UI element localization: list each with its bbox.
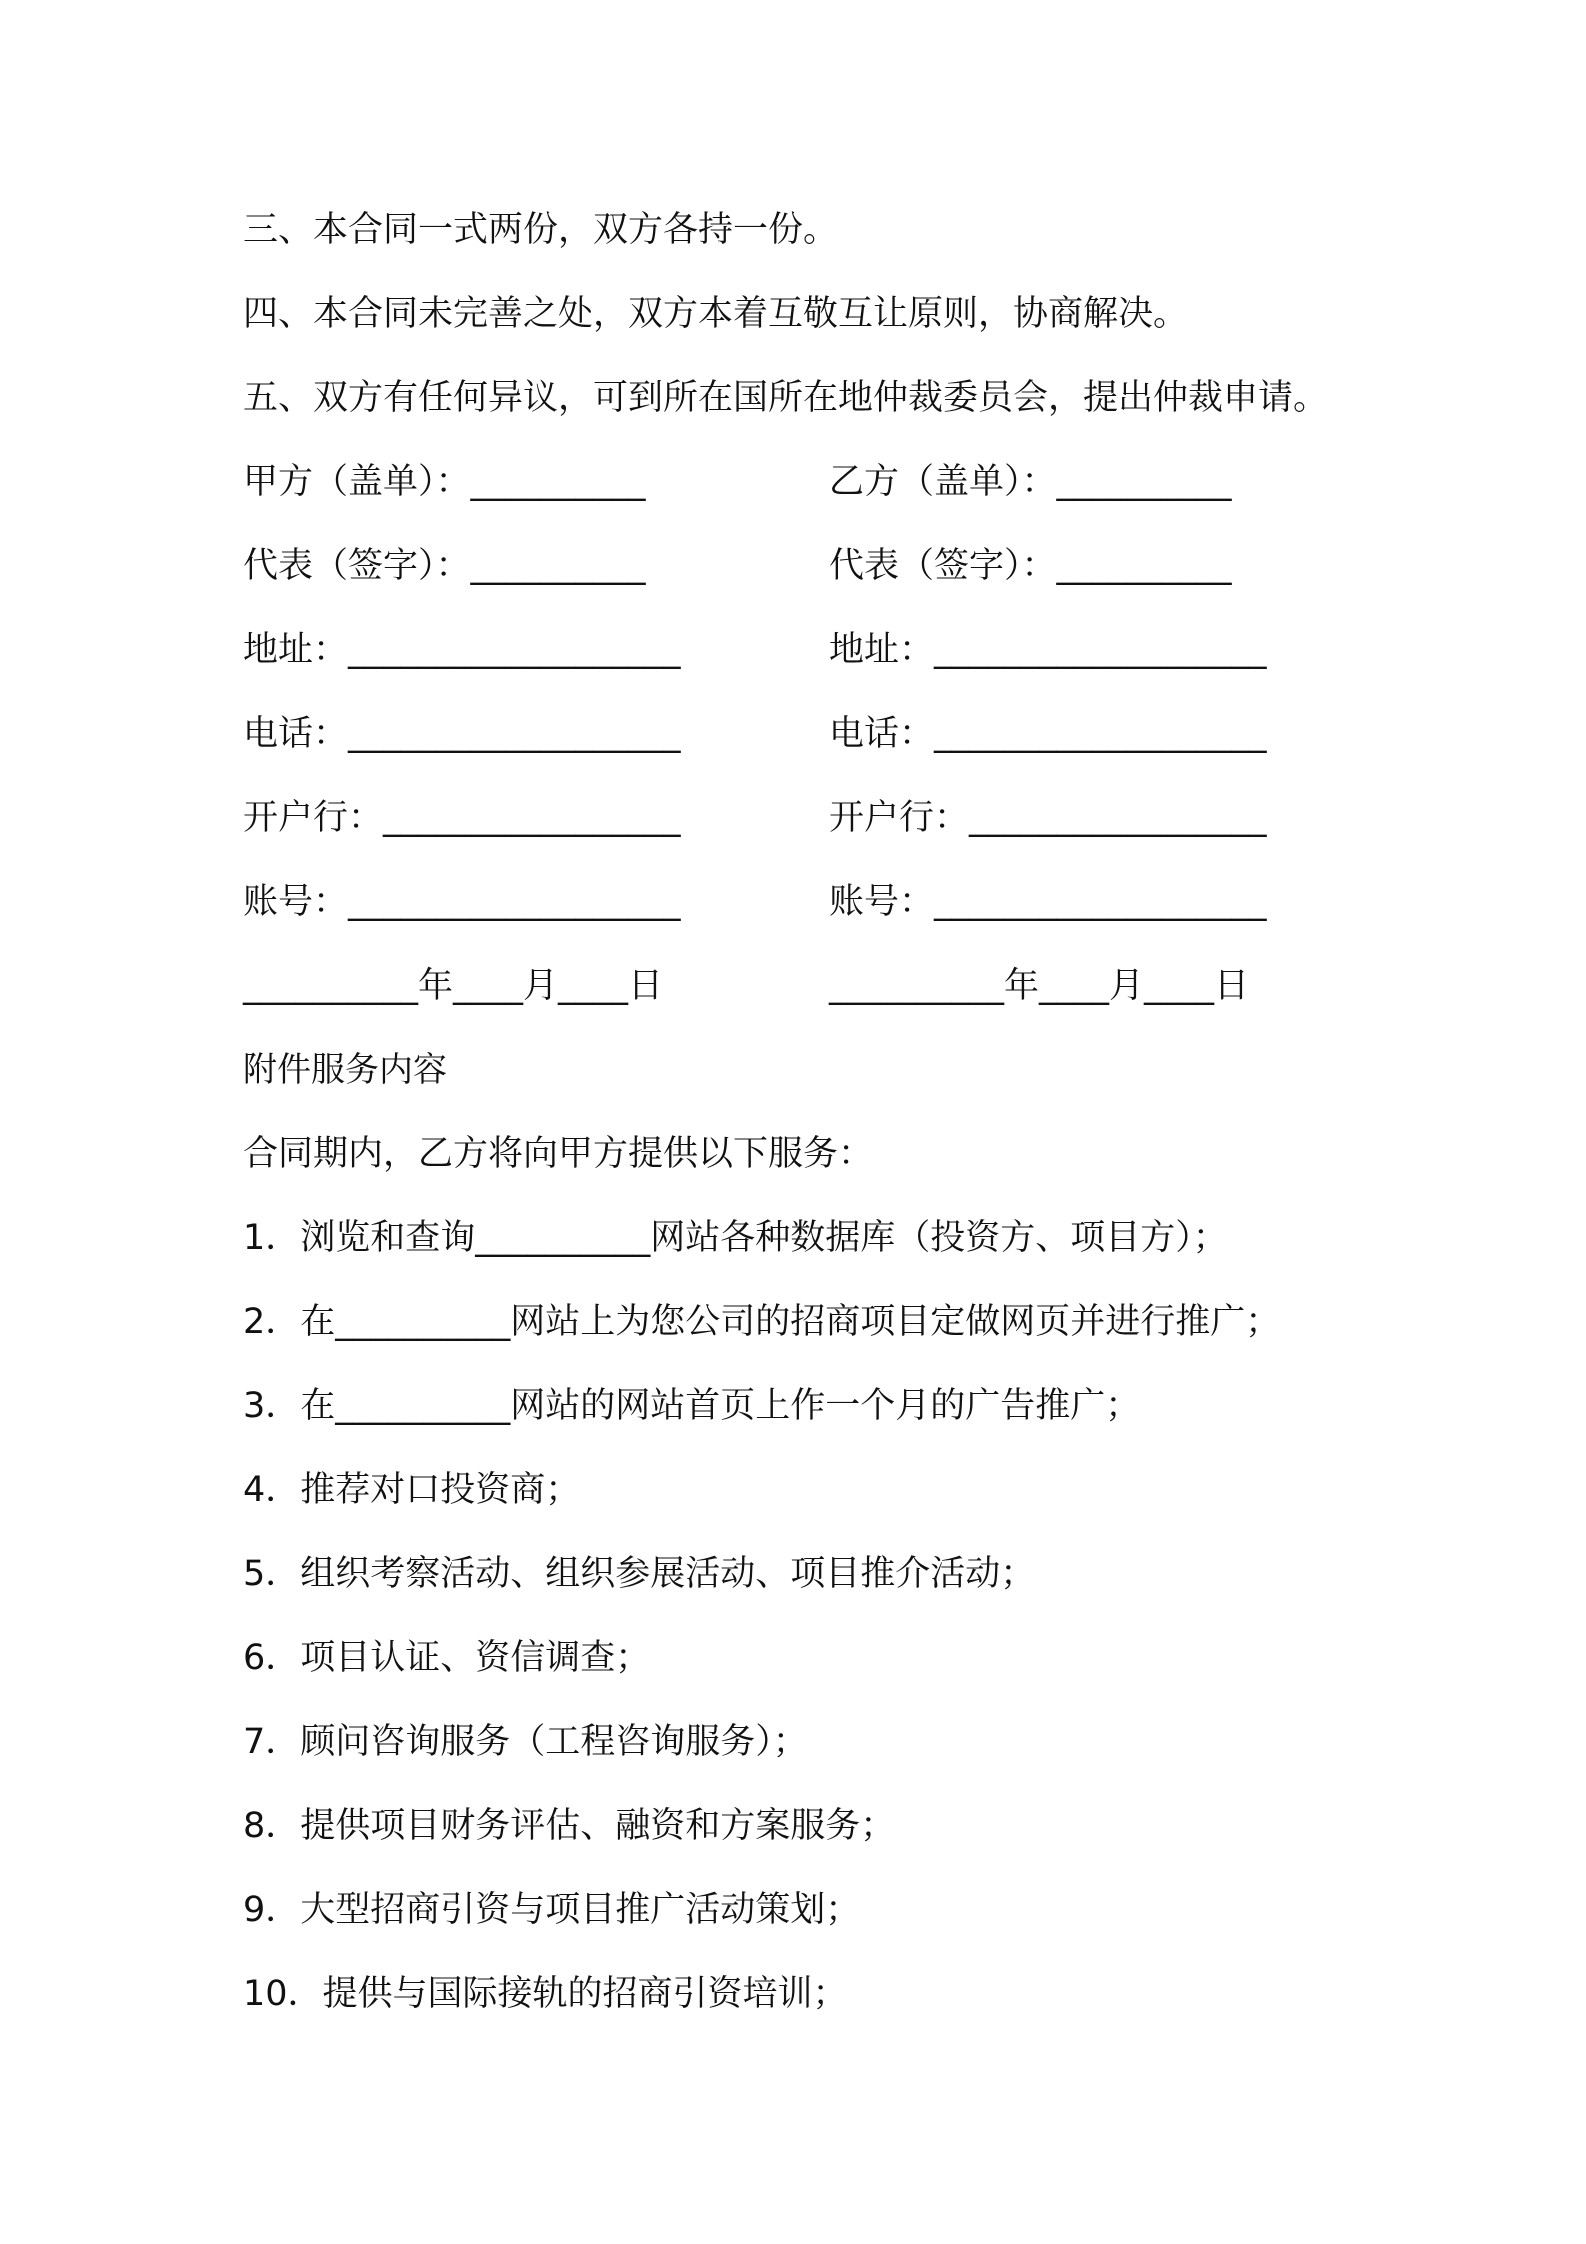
service-item: 10．提供与国际接轨的招商引资培训；	[243, 1974, 848, 2014]
party-a-account-field: 账号：___________________	[243, 882, 681, 922]
attachment-title: 附件服务内容	[243, 1050, 447, 1090]
service-item: 8．提供项目财务评估、融资和方案服务；	[243, 1806, 896, 1846]
service-item: 3．在__________网站的网站首页上作一个月的广告推广；	[243, 1386, 1141, 1426]
party-b-bank-field: 开户行：_________________	[829, 798, 1267, 838]
party-b-representative-field: 代表（签字）：__________	[829, 546, 1232, 586]
attachment-intro: 合同期内，乙方将向甲方提供以下服务：	[243, 1134, 874, 1174]
service-item: 6．项目认证、资信调查；	[243, 1638, 651, 1678]
party-a-seal-field: 甲方（盖单）：__________	[243, 462, 646, 502]
service-item: 9．大型招商引资与项目推广活动策划；	[243, 1890, 861, 1930]
party-b-address-field: 地址：___________________	[829, 630, 1267, 670]
clause-5: 五、双方有任何异议，可到所在国所在地仲裁委员会，提出仲裁申请。	[243, 378, 1329, 418]
party-a-date-field: __________年____月____日	[243, 966, 664, 1006]
service-item: 7．顾问咨询服务（工程咨询服务）；	[243, 1722, 808, 1762]
service-item: 2．在__________网站上为您公司的招商项目定做网页并进行推广；	[243, 1302, 1281, 1342]
party-a-phone-field: 电话：___________________	[243, 714, 681, 754]
party-b-seal-field: 乙方（盖单）：__________	[829, 462, 1232, 502]
clause-3: 三、本合同一式两份，双方各持一份。	[243, 210, 839, 250]
party-a-representative-field: 代表（签字）：__________	[243, 546, 646, 586]
party-b-phone-field: 电话：___________________	[829, 714, 1267, 754]
service-item: 1．浏览和查询__________网站各种数据库（投资方、项目方）；	[243, 1218, 1228, 1258]
party-b-date-field: __________年____月____日	[829, 966, 1250, 1006]
clause-4: 四、本合同未完善之处，双方本着互敬互让原则，协商解决。	[243, 294, 1189, 334]
party-a-address-field: 地址：___________________	[243, 630, 681, 670]
service-item: 4．推荐对口投资商；	[243, 1470, 581, 1510]
service-item: 5．组织考察活动、组织参展活动、项目推介活动；	[243, 1554, 1036, 1594]
party-a-bank-field: 开户行：_________________	[243, 798, 681, 838]
party-b-account-field: 账号：___________________	[829, 882, 1267, 922]
